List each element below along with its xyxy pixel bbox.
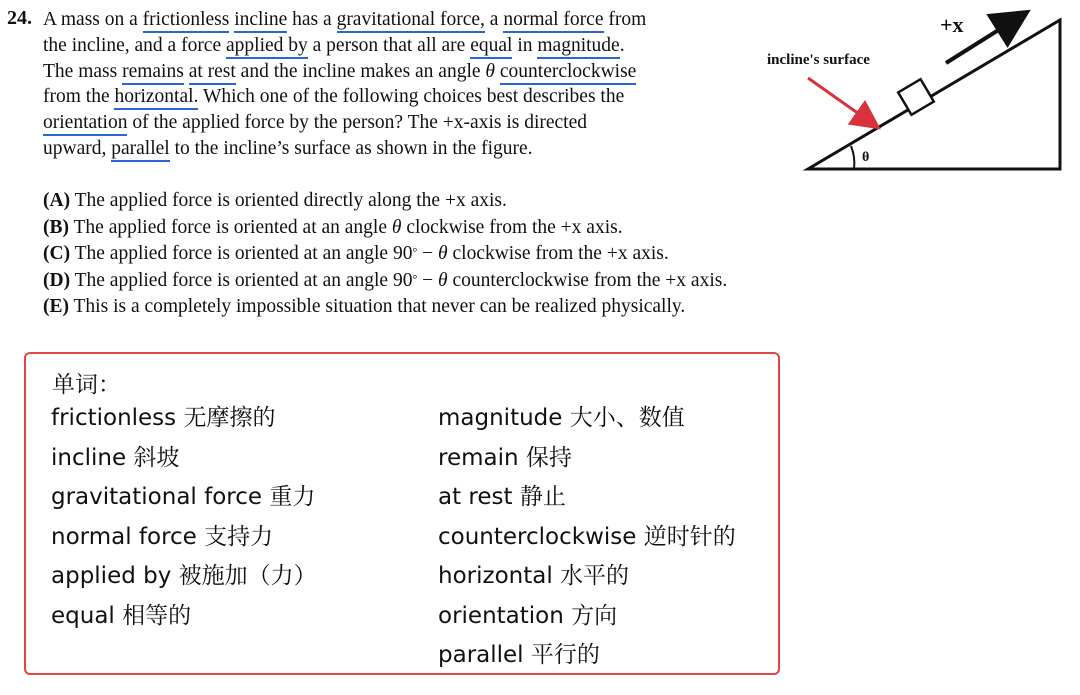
choice-letter: (A) (43, 190, 71, 211)
choice-e (43, 294, 727, 321)
text-segment (184, 61, 189, 82)
underlined-term: equal (470, 35, 512, 59)
choice-letter: (E) (43, 296, 69, 317)
choice-letter: (B) (43, 216, 69, 238)
vocabulary-box (24, 352, 780, 675)
vocabulary-item: equal 相等的 (51, 602, 192, 629)
text-segment: θ (438, 243, 448, 264)
choice-letter: (C) (43, 243, 71, 264)
vocabulary-item: orientation 方向 (438, 602, 618, 629)
question-stem (43, 7, 743, 162)
choice-b (43, 215, 727, 242)
stem-line (43, 110, 743, 136)
underlined-term: remains (122, 61, 184, 85)
vocabulary-title: 单词： (52, 372, 121, 398)
text-segment: ° (412, 271, 418, 286)
underlined-term: incline (234, 9, 287, 33)
underlined-term: normal force (503, 9, 603, 33)
angle-label: θ (862, 150, 870, 165)
text-segment: . (619, 34, 625, 56)
text-segment: The applied force is oriented at an angle 90 (70, 243, 413, 264)
text-segment: upward, (43, 137, 112, 159)
underlined-term: applied by (226, 35, 308, 59)
text-segment: The mass (43, 60, 123, 82)
text-segment: clockwise from the +x axis. (401, 216, 623, 238)
text-segment: from (603, 9, 647, 30)
choice-text: This is a completely impossible situation that never can be realized physically. (69, 296, 686, 317)
underlined-term: counterclockwise (500, 61, 636, 85)
text-segment: θ (485, 60, 496, 82)
choice-c (43, 241, 727, 268)
text-segment: has a (287, 9, 337, 30)
incline-surface-label: incline's surface (767, 52, 870, 68)
incline-figure (760, 0, 1070, 180)
underlined-term: magnitude (537, 35, 619, 59)
underlined-term: frictionless (143, 9, 230, 33)
vocabulary-item: counterclockwise 逆时针的 (438, 523, 736, 550)
vocabulary-item: parallel 平行的 (438, 642, 600, 668)
vocabulary-item: normal force 支持力 (51, 523, 274, 550)
vocabulary-item: incline 斜坡 (51, 444, 180, 471)
text-segment: to the incline’s surface as shown in the figure. (169, 137, 533, 159)
text-segment: counterclockwise from the +x axis. (447, 269, 728, 291)
text-segment: in (512, 34, 538, 56)
stem-line (43, 59, 743, 85)
underlined-term: orientation (43, 112, 127, 136)
text-segment: clockwise from the +x axis. (447, 243, 669, 264)
text-segment: the incline, and a force (43, 34, 226, 56)
text-segment: a (484, 9, 504, 30)
vocabulary-item: magnitude 大小、数值 (438, 405, 685, 431)
vocabulary-item: frictionless 无摩擦的 (51, 405, 276, 431)
incline-triangle (808, 20, 1060, 169)
vocabulary-item: at rest 静止 (438, 484, 566, 510)
choice-d (43, 268, 727, 295)
plus-x-label: +x (940, 12, 964, 37)
choice-letter: (D) (43, 269, 71, 291)
text-segment: θ (391, 216, 402, 238)
vocabulary-left-column (51, 399, 317, 636)
stem-line (43, 7, 743, 33)
vocabulary-item: applied by 被施加（力） (51, 563, 317, 589)
answer-choices (43, 188, 727, 321)
text-segment: The applied force is oriented at an angle (69, 216, 392, 238)
mass-block (898, 79, 934, 115)
text-segment: from the (43, 86, 115, 108)
vocabulary-item: remain 保持 (438, 444, 572, 471)
stem-line (43, 33, 743, 59)
angle-arc-icon (851, 146, 854, 169)
text-segment: of the applied force by the person? The +x-axis is directed (127, 112, 588, 134)
text-segment: − (417, 269, 439, 291)
vocabulary-item: horizontal 水平的 (438, 563, 630, 589)
underlined-term: horizontal. (114, 86, 198, 110)
vocabulary-right-column (438, 399, 736, 676)
choice-a (43, 188, 727, 215)
text-segment: The applied force is oriented at an angle 90 (70, 269, 413, 291)
text-segment: ° (412, 245, 418, 259)
text-segment: a person that all are (307, 34, 471, 56)
vocabulary-item: gravitational force 重力 (51, 484, 316, 510)
stem-line (43, 84, 743, 110)
choice-text: The applied force is oriented directly along the +x axis. (70, 190, 507, 211)
question-number: 24. (7, 7, 32, 29)
stem-line (43, 136, 743, 162)
underlined-term: at rest (189, 61, 236, 85)
text-segment: and the incline makes an angle (235, 60, 486, 82)
surface-pointer-arrow-icon (808, 78, 876, 126)
underlined-term: parallel (111, 138, 169, 162)
underlined-term: gravitational force, (337, 9, 485, 33)
text-segment: − (417, 243, 439, 264)
text-segment: Which one of the following choices best describes the (198, 86, 625, 108)
text-segment: A mass on a (43, 9, 143, 30)
text-segment: θ (438, 269, 448, 291)
